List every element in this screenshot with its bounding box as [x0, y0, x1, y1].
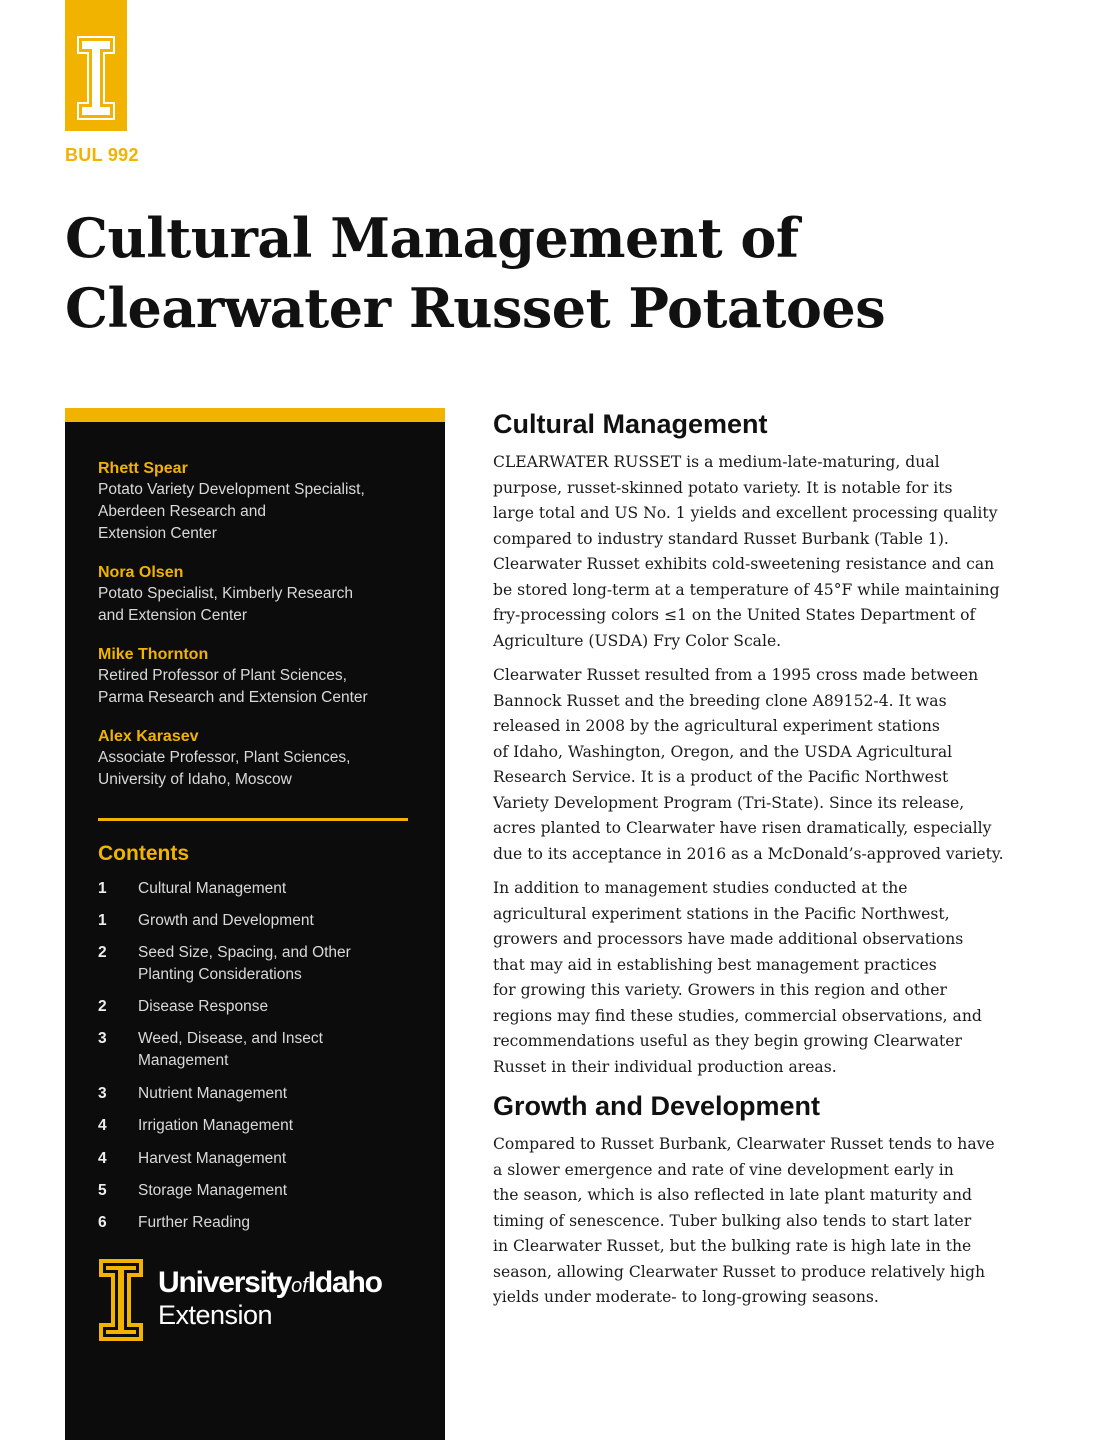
toc-page-number: 6	[98, 1214, 107, 1231]
author-name: Nora Olsen	[98, 564, 184, 581]
body-paragraph: Clearwater Russet resulted from a 1995 cross made between Bannock Russet and the breeding clone A89152-4. It was released in 2008 by the agricultural experiment stations of Idaho, Washington, Oregon, and the USDA Agricultural Research Service. It is a product of the Pacific Northwest Variety Development Program (Tri-State). Since its release, acres planted to Clearwater have risen dramatically, especially due to its acceptance in 2016 as a McDonald’s-approved variety.	[493, 666, 1004, 863]
publication-code: BUL 992	[65, 145, 139, 165]
logo-extension-text: Extension	[158, 1300, 273, 1330]
section-heading: Cultural Management	[493, 409, 768, 439]
section-growth-and-development	[493, 1090, 1023, 1311]
author-name: Rhett Spear	[98, 460, 188, 477]
body-paragraph: In addition to management studies conducted at the agricultural experiment stations in the Pacific Northwest, growers and processors have made additional observations that may aid in establishing best management practices for growing this variety. Growers in this region and other regions may find these studies, commercial observations, and recommendations useful as they begin growing Clearwater Russet in their individual production areas.	[493, 879, 982, 1076]
toc-label: Harvest Management	[138, 1150, 287, 1167]
page-title	[65, 203, 965, 343]
author-role: Retired Professor of Plant Sciences, Parma Research and Extension Center	[98, 667, 368, 706]
section-cultural-management	[493, 408, 1023, 1080]
author-role: Associate Professor, Plant Sciences, University of Idaho, Moscow	[98, 749, 351, 788]
toc-label: Disease Response	[138, 998, 269, 1015]
university-of-idaho-extension-logo	[98, 1258, 428, 1348]
toc-label: Weed, Disease, and Insect Management	[138, 1030, 323, 1069]
toc-label: Nutrient Management	[138, 1085, 288, 1102]
header-logo-tab	[65, 0, 127, 131]
author-role: Potato Variety Development Specialist, Aberdeen Research and Extension Center	[98, 481, 365, 542]
toc-label: Irrigation Management	[138, 1117, 294, 1134]
toc-page-number: 4	[98, 1117, 107, 1134]
author-block	[98, 459, 428, 545]
author-block	[98, 645, 428, 709]
toc-label: Growth and Development	[138, 912, 314, 929]
toc-label: Storage Management	[138, 1182, 288, 1199]
author-role: Potato Specialist, Kimberly Research and Extension Center	[98, 585, 354, 624]
toc-page-number: 3	[98, 1085, 107, 1102]
author-block	[98, 727, 428, 791]
logo-wordmark: UniversityofIdaho	[158, 1266, 382, 1299]
sidebar	[65, 408, 445, 1440]
toc-label: Further Reading	[138, 1214, 251, 1231]
toc-label: Cultural Management	[138, 880, 287, 897]
section-heading: Growth and Development	[493, 1091, 821, 1121]
author-block	[98, 563, 428, 627]
title-line-1: Cultural Management of	[65, 206, 799, 270]
toc-page-number: 1	[98, 912, 107, 929]
block-i-logo-icon	[98, 1258, 144, 1342]
contents-heading: Contents	[98, 842, 189, 865]
body-paragraph: CLEARWATER RUSSET is a medium-late-maturing, dual purpose, russet-skinned potato variety. It is notable for its large total and US No. 1 yields and excellent processing quality compared to industry standard Russet Burbank (Table 1). Clearwater Russet exhibits cold-sweetening resistance and can be stored long-term at a temperature of 45°F while maintaining fry-processing colors ≤1 on the United States Department of Agriculture (USDA) Fry Color Scale.	[493, 453, 1000, 650]
block-i-icon	[77, 36, 115, 120]
author-name: Mike Thornton	[98, 646, 209, 663]
toc-label: Seed Size, Spacing, and Other Planting Considerations	[138, 944, 351, 983]
sidebar-accent-bar	[65, 408, 445, 422]
body-paragraph: Compared to Russet Burbank, Clearwater Russet tends to have a slower emergence and rate of vine development early in the season, which is also reflected in late plant maturity and timing of senescence. Tuber bulking also tends to start later in Clearwater Russet, but the bulking rate is high late in the season, allowing Clearwater Russet to produce relatively high yields under moderate- to long-growing seasons.	[493, 1135, 995, 1306]
sidebar-divider	[98, 818, 408, 821]
toc-page-number: 1	[98, 880, 107, 897]
toc-page-number: 2	[98, 998, 107, 1015]
toc-page-number: 2	[98, 944, 107, 961]
toc-page-number: 5	[98, 1182, 107, 1199]
title-line-2: Clearwater Russet Potatoes	[65, 276, 886, 340]
toc-page-number: 3	[98, 1030, 107, 1047]
author-name: Alex Karasev	[98, 728, 199, 745]
toc-page-number: 4	[98, 1150, 107, 1167]
